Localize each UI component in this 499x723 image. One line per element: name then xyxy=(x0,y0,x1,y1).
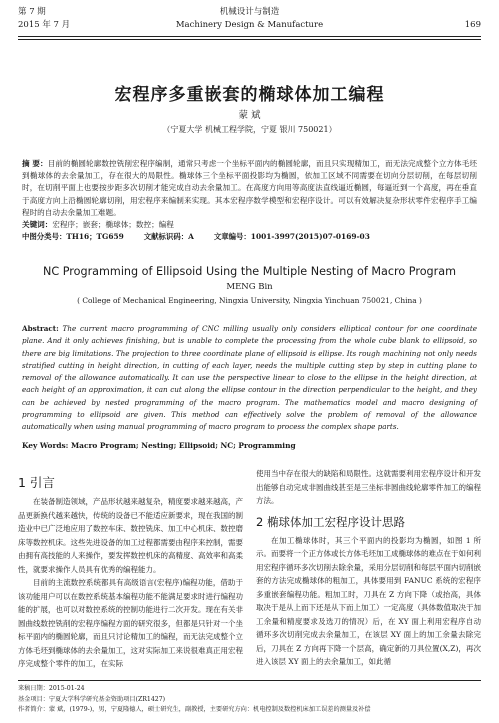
abstract-en-label: Abstract: xyxy=(22,324,59,333)
fund-info: 基金项目：宁夏大学科学研究基金资助项目(ZR1427) xyxy=(18,695,166,703)
section-2-heading: 2 椭球体加工宏程序设计思路 xyxy=(256,514,405,529)
header-rule-thin xyxy=(18,39,481,40)
paper-title-cn: 宏程序多重嵌套的椭球体加工编程 xyxy=(114,85,385,105)
author-bio: 作者简介：蒙 斌，(1979-)，男，宁夏隆德人，硕士研究生，副教授，主要研究方向：机电控制及数控机床加工误差的测量及补偿 xyxy=(18,706,371,713)
section-1-heading: 1 引言 xyxy=(18,475,55,490)
section-1-paragraph: 在装备制造领域，产品形状越来越复杂，精度要求越来越高，产品更新换代越来越快，传统的设备已不能适应新要求，现在我国的制造业中已广泛地应用了数控车床、数控铣床、加工中心机床、数控磨床等数控机床。这些先进设备的加工过程都需要由程序来控制，需要由拥有高技能的人来操作，要发挥数控机床的高精度、高效率和高柔性，就要求操作人员具有优秀的编程能力。 xyxy=(18,497,243,574)
section-1-paragraph: 目前的主流数控系统都具有高级语言(宏程序)编程功能，借助于该功能用户可以在数控系统基本编程功能不能满足要求时进行编程功能的扩展，也可以对数控系统的控制功能进行二次开发。现在有关非圆曲线数控铣削的宏程序编程方面的研究很多，但都是只针对一个坐标平面内的椭圆轮廓，而且只讨论精加工的编程，而无法完成整个立方体毛坯到椭球体的去余量加工，这对实际加工来说很难真正用宏程序完成整个零件的加工，在实际 xyxy=(18,578,243,668)
abstract-en-text: The current macro programming of CNC milling usually only considers elliptical contour for one coordinate plane. And it only achieves finishing, but is unable to complete the processing from the whole cube blank to ellipsoid, so there are big limitations. The projection to three coordinate plane of ellipsoid is ellipse. Its rough machining not only needs stratified cutting in height direction, in cutting of each layer, needs the multiple cutting step by step in cutting plane to removal of the allowance automatically. It can use the perspective linear to close to the ellipse in the height direction, at each height of an approximation, it can cut along the ellipse contour in the direction perpendicular to the height, and they can be achieved by nested programming of the macro program. The mathematics model and macro designing of programming to ellipsoid are given. This method can effectively solve the problem of removal of the allowance automatically when using manual programming of macro program to process the complex shape parts. xyxy=(22,324,477,432)
clc-number: 中图分类号：TH16；TG659 xyxy=(22,232,124,242)
paper-title-en: NC Programming of Ellipsoid Using the Multiple Nesting of Macro Program xyxy=(42,265,457,278)
keywords-en-label: Key Words: xyxy=(22,441,69,450)
article-number: 文章编号：1001-3997(2015)07-0169-03 xyxy=(213,232,370,242)
abstract-cn xyxy=(22,158,477,243)
section-1-continuation: 使用当中存在很大的缺陷和局限性。这就需要利用宏程序设计和开发出能够自动完成非圆曲线甚至是三坐标非圆曲线轮廓零件加工的编程方法。 xyxy=(256,469,481,505)
issue-label: 第 7 期 xyxy=(18,7,46,17)
page-number: 169 xyxy=(464,20,481,30)
abstract-cn-text: 目前的椭圆轮廓数控铣削宏程序编制，通常只考虑一个坐标平面内的椭圆轮廓，而且只实现精加工，而无法完成整个立方体毛坯到椭球体的去余量加工，存在很大的局限性。椭球体三个坐标平面投影均为椭圆，依加工区域不同需要在切向分层切削，在每层切削时，在切削平面上也要按步距多次切削才能完成自动去余量加工。在高度方向用等高度法直线逼近椭圆，每逼近到一个高度，再在垂直于高度方向上沿椭圆轮廓切削，用宏程序来编制来实现。其本宏程序数学模型和宏程序设计。可以有效解决复杂形状零件宏程序手工编程时的自动去余量加工难题。 xyxy=(22,159,477,217)
left-column xyxy=(18,473,243,671)
keywords-cn-text: 宏程序；嵌套；椭球体；数控；编程 xyxy=(52,220,174,230)
section-2-paragraph: 在加工椭球体时，其三个平面内的投影均为椭圆，如图 1 所示。而要将一个正方体或长方体毛坯加工成椭球体的难点在于如何利用宏程序循环多次切削去除余量，采用分层切削和每层平面内切削嵌套的方法完成椭球体的粗加工，具体要用到 FANUC 系统的宏程序多重嵌套编程功能。粗加工时，刀具在 Z 方向下降（或抬高，具体取决于是从上而下还是从下而上加工）一定高度（具体数值取决于加工余量和精度要求及选刀的情况）后，在 XY 面上利用宏程序自动循环多次切削完成去余量加工，在该层 XY 面上的加工余量去除完后，刀具在 Z 方向再下降一个层高，确定新的刀具位置(X,Z)，再次进入该层 XY 面上的去余量加工，如此循 xyxy=(256,535,481,666)
footnote xyxy=(18,680,481,716)
affiliation-en: ( College of Mechanical Engineering, Ningxia University, Ningxia Yinchuan 750021, China ) xyxy=(77,296,422,305)
abstract-cn-label: 摘 要： xyxy=(22,159,48,168)
header-rule-thick xyxy=(18,36,481,37)
right-column xyxy=(256,467,481,669)
keywords-cn xyxy=(22,219,477,231)
document-code: 文献标识码：A xyxy=(143,232,194,242)
classification-line xyxy=(22,231,477,243)
received-date: 来稿日期：2015-01-24 xyxy=(18,685,85,692)
keywords-en-text: Macro Program; Nesting; Ellipsoid; NC; Programming xyxy=(71,441,296,450)
keywords-cn-label: 关键词： xyxy=(22,220,53,230)
abstract-en xyxy=(22,323,477,434)
keywords-en xyxy=(22,441,477,450)
issue-date: 2015 年 7 月 xyxy=(18,20,71,30)
journal-name-en: Machinery Design & Manufacture xyxy=(175,20,324,30)
author-en: MENG Bin xyxy=(226,282,273,292)
author-cn: 蒙 斌 xyxy=(238,110,261,121)
affiliation-cn: （宁夏大学 机械工程学院，宁夏 银川 750021） xyxy=(162,125,337,134)
running-head xyxy=(18,6,481,40)
journal-name-cn: 机械设计与制造 xyxy=(219,7,280,17)
